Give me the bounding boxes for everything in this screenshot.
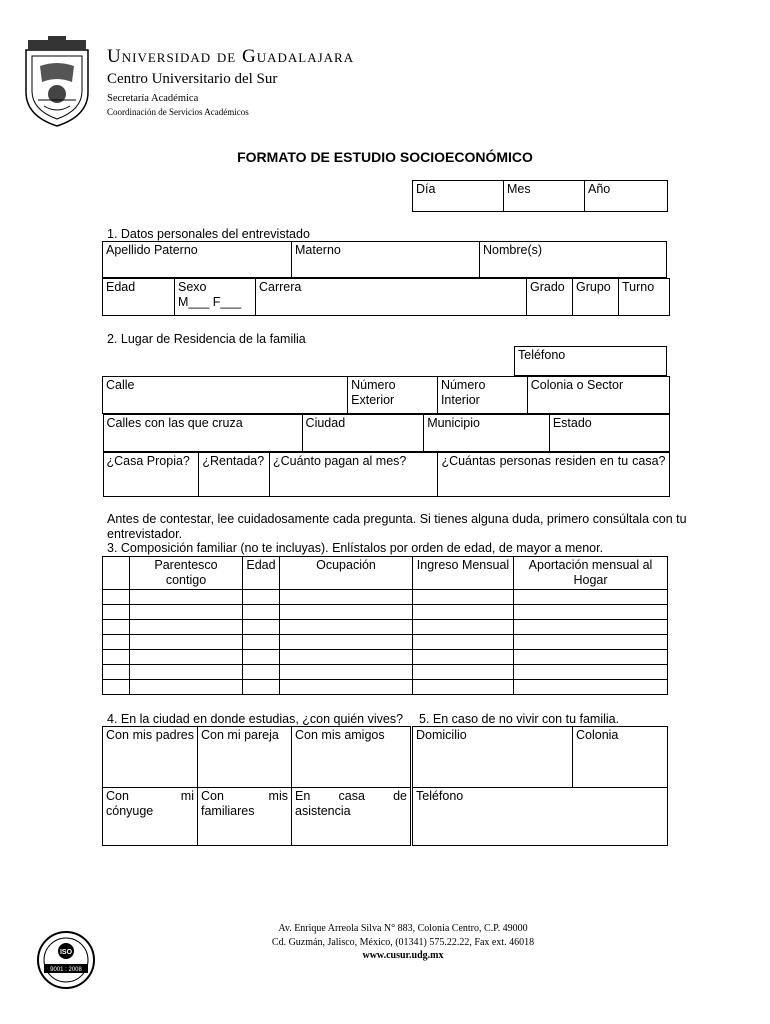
int-number-field[interactable]: Número Interior bbox=[437, 377, 527, 414]
table-cell[interactable] bbox=[243, 680, 280, 695]
family-col-occupation: Ocupación bbox=[280, 557, 413, 590]
table-cell[interactable] bbox=[130, 680, 243, 695]
table-cell[interactable] bbox=[103, 680, 130, 695]
grade-field[interactable]: Grado bbox=[527, 279, 573, 316]
table-cell[interactable] bbox=[280, 620, 413, 635]
residence-table-3 bbox=[103, 452, 670, 497]
table-cell[interactable] bbox=[103, 605, 130, 620]
table-cell[interactable] bbox=[130, 590, 243, 605]
personal-data-table-1 bbox=[102, 241, 667, 278]
date-year-field[interactable]: Año bbox=[585, 181, 668, 212]
table-row bbox=[103, 650, 668, 665]
table-cell[interactable] bbox=[413, 680, 514, 695]
table-cell[interactable] bbox=[280, 680, 413, 695]
section4-heading: 4. En la ciudad en donde estudias, ¿con quién vives? bbox=[107, 712, 404, 726]
footer bbox=[0, 922, 770, 963]
own-house-field[interactable]: ¿Casa Propia? bbox=[103, 453, 199, 497]
table-cell[interactable] bbox=[514, 665, 668, 680]
table-cell[interactable] bbox=[243, 620, 280, 635]
table-cell[interactable] bbox=[413, 635, 514, 650]
date-table bbox=[412, 180, 668, 212]
personal-data-table-2 bbox=[102, 278, 670, 316]
university-shield-logo bbox=[22, 36, 92, 128]
table-row bbox=[103, 620, 668, 635]
table-cell[interactable] bbox=[103, 665, 130, 680]
table-cell[interactable] bbox=[130, 620, 243, 635]
state-field[interactable]: Estado bbox=[549, 415, 669, 452]
lives-with-friends-option[interactable]: Con mis amigos bbox=[292, 727, 411, 788]
names-field[interactable]: Nombre(s) bbox=[480, 242, 667, 278]
footer-city: Cd. Guzmán, Jalisco, México, (01341) 575.22.22, Fax ext. 46018 bbox=[271, 936, 535, 948]
ext-number-field[interactable]: Número Exterior bbox=[348, 377, 438, 414]
group-field[interactable]: Grupo bbox=[573, 279, 619, 316]
table-cell[interactable] bbox=[280, 635, 413, 650]
table-cell[interactable] bbox=[413, 605, 514, 620]
table-cell[interactable] bbox=[514, 590, 668, 605]
table-cell[interactable] bbox=[280, 605, 413, 620]
shift-field[interactable]: Turno bbox=[619, 279, 670, 316]
table-cell[interactable] bbox=[243, 665, 280, 680]
sex-options: M___ F___ bbox=[178, 295, 242, 309]
table-cell[interactable] bbox=[103, 650, 130, 665]
table-cell[interactable] bbox=[243, 650, 280, 665]
iso-seal-label: ISO bbox=[59, 949, 73, 956]
residence-phone-field[interactable]: Teléfono bbox=[515, 347, 667, 376]
phone-field-5[interactable]: Teléfono bbox=[413, 788, 668, 846]
table-cell[interactable] bbox=[103, 620, 130, 635]
lives-with-relatives-option[interactable]: Con mis familiares bbox=[198, 788, 292, 846]
family-col-contribution: Aportación mensual al Hogar bbox=[514, 557, 668, 590]
date-day-field[interactable]: Día bbox=[413, 181, 504, 212]
cross-streets-field[interactable]: Calles con las que cruza bbox=[103, 415, 302, 452]
municipality-field[interactable]: Municipio bbox=[424, 415, 550, 452]
section5-heading: 5. En caso de no vivir con tu familia. bbox=[419, 712, 620, 726]
table-cell[interactable] bbox=[243, 605, 280, 620]
section3-heading: 3. Composición familiar (no te incluyas). Enlístalos por orden de edad, de mayor a menor. bbox=[107, 541, 604, 555]
table-cell[interactable] bbox=[280, 650, 413, 665]
table-cell[interactable] bbox=[514, 620, 668, 635]
table-cell[interactable] bbox=[413, 620, 514, 635]
table-cell[interactable] bbox=[514, 605, 668, 620]
city-field[interactable]: Ciudad bbox=[302, 415, 424, 452]
instructions-text: Antes de contestar, lee cuidadosamente cada pregunta. Si tienes alguna duda, primero consúltala con tu entrevistador. bbox=[107, 512, 687, 541]
date-month-field[interactable]: Mes bbox=[504, 181, 585, 212]
table-cell[interactable] bbox=[130, 635, 243, 650]
page-title: FORMATO DE ESTUDIO SOCIOECONÓMICO bbox=[237, 149, 533, 165]
residence-table-2 bbox=[103, 414, 670, 452]
street-field[interactable]: Calle bbox=[103, 377, 348, 414]
table-cell[interactable] bbox=[514, 680, 668, 695]
career-field[interactable]: Carrera bbox=[256, 279, 527, 316]
footer-address: Av. Enrique Arreola Silva N° 883, Colonia Centro, C.P. 49000 bbox=[278, 923, 528, 934]
guest-house-option[interactable]: En casa de asistencia bbox=[292, 788, 411, 846]
footer-website[interactable]: www.cusur.udg.mx bbox=[362, 950, 444, 961]
table-cell[interactable] bbox=[413, 590, 514, 605]
lives-with-parents-option[interactable]: Con mis padres bbox=[103, 727, 198, 788]
table-cell[interactable] bbox=[243, 635, 280, 650]
table-cell[interactable] bbox=[103, 635, 130, 650]
monthly-payment-field[interactable]: ¿Cuánto pagan al mes? bbox=[269, 453, 437, 497]
family-col-relationship: Parentesco contigo bbox=[130, 557, 243, 590]
living-with-table bbox=[102, 726, 411, 846]
sex-field[interactable] bbox=[175, 279, 256, 316]
colony-field-5[interactable]: Colonia bbox=[573, 727, 668, 788]
residence-table-1 bbox=[102, 376, 670, 497]
section2-heading: 2. Lugar de Residencia de la familia bbox=[107, 332, 306, 346]
table-cell[interactable] bbox=[130, 665, 243, 680]
paternal-surname-field[interactable]: Apellido Paterno bbox=[103, 242, 292, 278]
maternal-surname-field[interactable]: Materno bbox=[292, 242, 480, 278]
secretary-name: Secretaría Académica bbox=[107, 93, 199, 104]
lives-with-spouse-option[interactable]: Con mi cónyuge bbox=[103, 788, 198, 846]
family-col-age: Edad bbox=[243, 557, 280, 590]
family-col-income: Ingreso Mensual bbox=[413, 557, 514, 590]
table-row bbox=[103, 635, 668, 650]
section1-heading: 1. Datos personales del entrevistado bbox=[107, 227, 310, 241]
table-cell[interactable] bbox=[413, 650, 514, 665]
rented-field[interactable]: ¿Rentada? bbox=[199, 453, 270, 497]
iso-seal-standard: 9001 : 2008 bbox=[50, 967, 82, 973]
table-cell[interactable] bbox=[280, 665, 413, 680]
coordination-name: Coordinación de Servicios Académicos bbox=[107, 107, 249, 117]
university-name: Universidad de Guadalajara bbox=[107, 46, 355, 67]
table-cell[interactable] bbox=[514, 635, 668, 650]
household-size-field[interactable]: ¿Cuántas personas residen en tu casa? bbox=[438, 453, 669, 497]
table-row bbox=[103, 665, 668, 680]
table-cell[interactable] bbox=[103, 590, 130, 605]
table-row bbox=[103, 680, 668, 695]
table-cell[interactable] bbox=[514, 650, 668, 665]
lives-with-partner-option[interactable]: Con mi pareja bbox=[198, 727, 292, 788]
center-name: Centro Universitario del Sur bbox=[107, 71, 278, 87]
colony-field[interactable]: Colonia o Sector bbox=[527, 377, 669, 414]
table-cell[interactable] bbox=[413, 665, 514, 680]
table-cell[interactable] bbox=[243, 590, 280, 605]
table-row bbox=[103, 590, 668, 605]
table-row bbox=[103, 605, 668, 620]
family-composition-table bbox=[102, 556, 668, 695]
table-cell[interactable] bbox=[280, 590, 413, 605]
address-field[interactable]: Domicilio bbox=[413, 727, 573, 788]
age-field[interactable]: Edad bbox=[103, 279, 175, 316]
table-cell[interactable] bbox=[130, 650, 243, 665]
sex-label: Sexo bbox=[178, 280, 207, 294]
non-family-address-table bbox=[412, 726, 668, 846]
family-col-index bbox=[103, 557, 130, 590]
phone-table bbox=[514, 346, 667, 376]
table-cell[interactable] bbox=[130, 605, 243, 620]
